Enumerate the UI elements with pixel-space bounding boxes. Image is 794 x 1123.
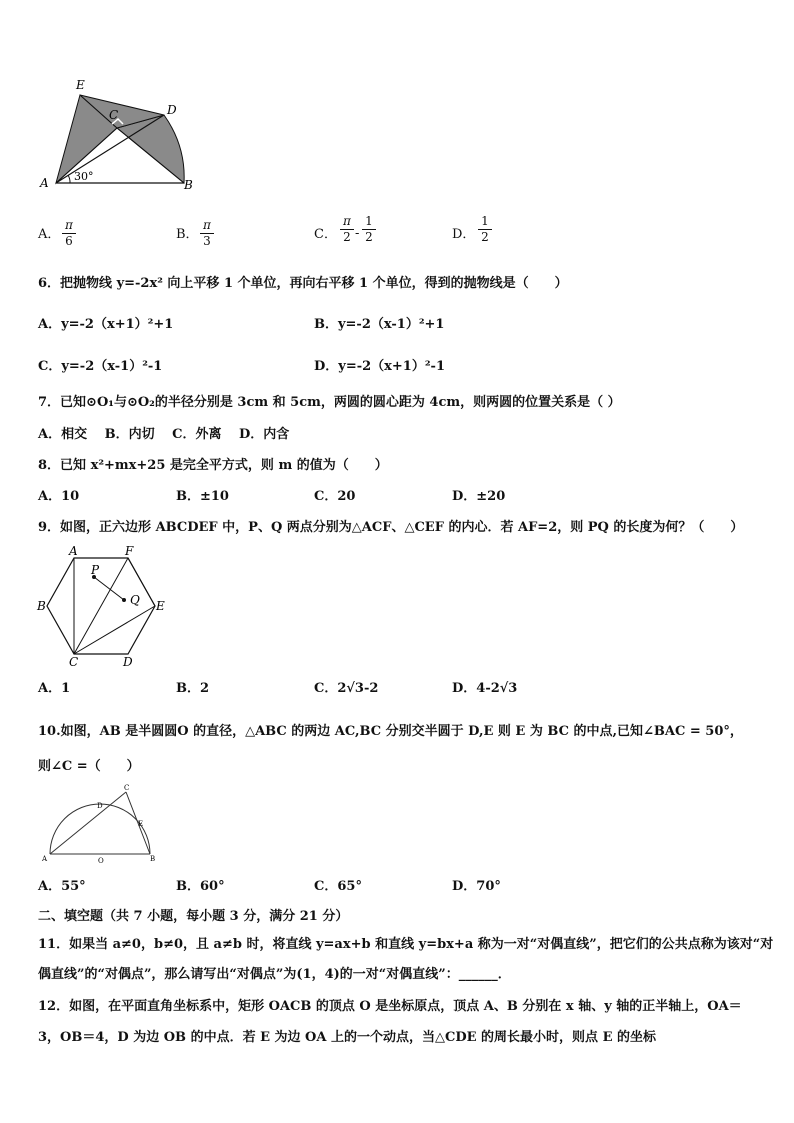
q5-option-a-fraction: $\frac{\pi}{6}$: [62, 218, 76, 249]
semi-label-O: O: [98, 857, 104, 865]
q5-option-a-label: A．: [38, 227, 61, 242]
q6-option-d: D．y=-2（x+1）²-1: [314, 359, 445, 374]
q10-semicircle-figure: [38, 782, 162, 866]
q7-options: A．相交 B．内切 C．外离 D．内含: [38, 427, 290, 442]
q10-stem: 10.如图，AB 是半圆圆O 的直径，△ABC 的两边 AC,BC 分别交半圆于 D,E 则 E 为 BC 的中点,已知∠BAC = 50°，: [38, 724, 743, 739]
q8-option-d: D．±20: [452, 489, 506, 504]
q9-option-a: A．1: [38, 681, 71, 696]
q5-option-c-label: C．: [314, 227, 337, 242]
label-C: C: [109, 108, 119, 122]
q6-option-c: C．y=-2（x-1）²-1: [38, 359, 163, 374]
q6-stem: 6．把抛物线 y=-2x² 向上平移 1 个单位，再向右平移 1 个单位，得到的抛物线是（ ）: [38, 276, 568, 291]
hex-label-D: D: [123, 655, 133, 668]
q9-option-b: B．2: [176, 681, 210, 696]
q11-line-2: 偶直线”的“对偶点”，那么请写出“对偶点”为(1，4)的一对“对偶直线”：______．: [38, 967, 511, 982]
q12-line-1: 12．如图，在平面直角坐标系中，矩形 OACB 的顶点 O 是坐标原点，顶点 A、B 分别在 x 轴、y 轴的正半轴上，OA＝: [38, 999, 742, 1014]
q6-option-b: B．y=-2（x-1）²+1: [314, 317, 445, 332]
q9-option-d: D．4-2√3: [452, 681, 518, 696]
hex-label-F: F: [125, 544, 134, 558]
q10-option-b: B．60°: [176, 879, 225, 894]
label-B: B: [184, 178, 193, 192]
hex-label-C: C: [69, 655, 79, 668]
q10-stem-2: 则∠C =（ ）: [38, 759, 140, 774]
hex-label-B: B: [37, 599, 46, 613]
q5-option-c-minus: -: [355, 226, 360, 241]
q5-option-b-fraction: $\frac{\pi}{3}$: [200, 218, 214, 249]
label-D: D: [167, 103, 177, 117]
q5-figure: [36, 76, 206, 196]
q8-option-b: B．±10: [176, 489, 229, 504]
q8-option-c: C．20: [314, 489, 356, 504]
q5-option-c-fraction-2: $\frac{1}{2}$: [362, 214, 376, 245]
hex-label-Q: Q: [130, 593, 140, 607]
semi-label-C: C: [124, 784, 130, 792]
q5-option-b-label: B．: [176, 227, 199, 242]
q9-option-c: C．2√3-2: [314, 681, 379, 696]
q6-option-a: A．y=-2（x+1）²+1: [38, 317, 174, 332]
hex-label-E: E: [156, 599, 165, 613]
label-A: A: [40, 176, 49, 190]
q5-option-c-fraction-1: $\frac{\pi}{2}$: [340, 214, 354, 245]
q5-option-d-fraction: $\frac{1}{2}$: [478, 214, 492, 245]
semi-label-D: D: [97, 802, 103, 810]
section-2-heading: 二、填空题（共 7 小题，每小题 3 分，满分 21 分）: [38, 909, 349, 924]
semi-label-A: A: [42, 855, 48, 863]
q9-hexagon-figure: [34, 544, 174, 668]
hex-label-A: A: [69, 544, 78, 558]
q11-line-1: 11．如果当 a≠0，b≠0，且 a≠b 时，将直线 y=ax+b 和直线 y=bx+a 称为一对“对偶直线”，把它们的公共点称为该对“对: [38, 937, 774, 952]
label-angle: 30°: [74, 170, 94, 183]
semi-label-B: B: [150, 855, 156, 863]
hex-label-P: P: [91, 563, 100, 577]
q12-line-2: 3，OB＝4，D 为边 OB 的中点．若 E 为边 OA 上的一个动点，当△CDE 的周长最小时，则点 E 的坐标: [38, 1030, 657, 1045]
q8-stem: 8．已知 x²+mx+25 是完全平方式，则 m 的值为（ ）: [38, 458, 388, 473]
q8-option-a: A．10: [38, 489, 80, 504]
semi-label-E: E: [138, 820, 144, 828]
q5-option-d-label: D．: [452, 227, 476, 242]
label-E: E: [76, 78, 85, 92]
q9-stem: 9．如图，正六边形 ABCDEF 中，P、Q 两点分别为△ACF、△CEF 的内心．若 AF=2，则 PQ 的长度为何？（ ）: [38, 520, 744, 535]
q10-option-a: A．55°: [38, 879, 86, 894]
q10-option-c: C．65°: [314, 879, 362, 894]
q10-option-d: D．70°: [452, 879, 501, 894]
q7-stem: 7．已知⊙O₁与⊙O₂的半径分别是 3cm 和 5cm，两圆的圆心距为 4cm，则两圆的位置关系是（ ）: [38, 395, 621, 410]
